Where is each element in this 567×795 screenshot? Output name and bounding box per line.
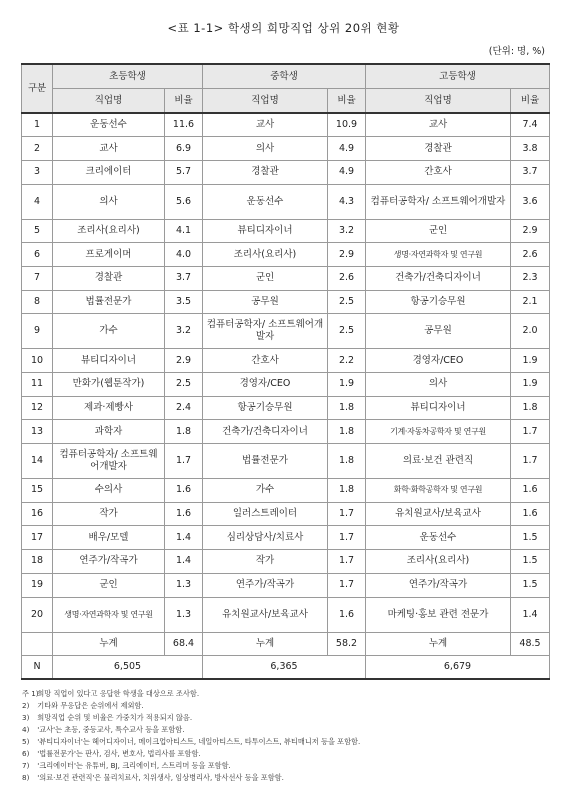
elementary-job-cell: 작가 — [53, 502, 165, 526]
elementary-ratio-cell: 2.5 — [165, 373, 203, 397]
elementary-job-cell: 가수 — [53, 314, 165, 349]
high-ratio-cell: 2.0 — [511, 314, 550, 349]
elementary-ratio-cell: 6.9 — [165, 137, 203, 161]
table-row — [22, 160, 550, 184]
table-row — [22, 479, 550, 503]
middle-ratio-cell: 4.3 — [328, 184, 366, 219]
high-job-cell: 연주가/작곡가 — [366, 573, 511, 597]
total-label-high: 누계 — [366, 632, 511, 656]
high-ratio-cell: 1.4 — [511, 597, 550, 632]
middle-job-cell: 유치원교사/보육교사 — [203, 597, 328, 632]
middle-job-cell: 건축가/건축디자이너 — [203, 420, 328, 444]
table-row — [22, 243, 550, 267]
footnote — [22, 772, 552, 784]
elementary-ratio-cell: 1.6 — [165, 502, 203, 526]
footnote-text: 희망직업 순위 및 비율은 가중치가 적용되지 않음. — [37, 713, 193, 722]
rank-cell: 19 — [22, 573, 53, 597]
high-ratio-cell: 1.5 — [511, 526, 550, 550]
table-row — [22, 396, 550, 420]
elementary-job-cell: 컴퓨터공학자/ 소프트웨어개발자 — [53, 444, 165, 479]
middle-ratio-cell: 1.8 — [328, 420, 366, 444]
high-job-cell: 건축가/건축디자이너 — [366, 266, 511, 290]
elementary-job-cell: 크리에이터 — [53, 160, 165, 184]
middle-ratio-cell: 10.9 — [328, 113, 366, 137]
header-high-ratio: 비율 — [511, 89, 550, 114]
high-job-cell: 항공기승무원 — [366, 290, 511, 314]
footnote-text: '법률전문가'는 판사, 검사, 변호사, 법리사를 포함함. — [37, 749, 201, 758]
career-table — [21, 63, 550, 680]
middle-job-cell: 연주가/작곡가 — [203, 573, 328, 597]
rank-cell: 12 — [22, 396, 53, 420]
high-job-cell: 의료·보건 관련직 — [366, 444, 511, 479]
n-label: N — [22, 656, 53, 680]
elementary-job-cell: 제과·제빵사 — [53, 396, 165, 420]
middle-job-cell: 군인 — [203, 266, 328, 290]
rank-cell: 1 — [22, 113, 53, 137]
middle-job-cell: 운동선수 — [203, 184, 328, 219]
high-job-cell: 경영자/CEO — [366, 349, 511, 373]
header-elementary: 초등학생 — [53, 64, 203, 89]
footnote — [22, 724, 552, 736]
footnote-text: 기타와 무응답은 순위에서 제외함. — [37, 701, 144, 710]
total-label-elementary: 누계 — [53, 632, 165, 656]
high-job-cell: 경찰관 — [366, 137, 511, 161]
high-ratio-cell: 2.9 — [511, 219, 550, 243]
middle-ratio-cell: 1.8 — [328, 396, 366, 420]
rank-cell: 3 — [22, 160, 53, 184]
total-row — [22, 632, 550, 656]
middle-job-cell: 의사 — [203, 137, 328, 161]
elementary-job-cell: 수의사 — [53, 479, 165, 503]
middle-job-cell: 조리사(요리사) — [203, 243, 328, 267]
elementary-job-cell: 운동선수 — [53, 113, 165, 137]
footnote — [22, 760, 552, 772]
elementary-job-cell: 프로게이머 — [53, 243, 165, 267]
middle-ratio-cell: 1.8 — [328, 444, 366, 479]
rank-cell: 18 — [22, 550, 53, 574]
elementary-ratio-cell: 4.1 — [165, 219, 203, 243]
rank-cell: 9 — [22, 314, 53, 349]
high-job-cell: 기계·자동차공학자 및 연구원 — [366, 420, 511, 444]
header-high: 고등학생 — [366, 64, 550, 89]
elementary-job-cell: 생명·자연과학자 및 연구원 — [53, 597, 165, 632]
header-elementary-ratio: 비율 — [165, 89, 203, 114]
elementary-job-cell: 과학자 — [53, 420, 165, 444]
table-row — [22, 184, 550, 219]
footnote-label: 8) — [22, 773, 30, 782]
middle-job-cell: 일러스트레이터 — [203, 502, 328, 526]
high-ratio-cell: 1.7 — [511, 420, 550, 444]
header-middle: 중학생 — [203, 64, 366, 89]
rank-cell: 16 — [22, 502, 53, 526]
table-row — [22, 266, 550, 290]
high-job-cell: 교사 — [366, 113, 511, 137]
rank-cell: 6 — [22, 243, 53, 267]
table-row — [22, 373, 550, 397]
footnote-label: 7) — [22, 761, 30, 770]
middle-job-cell: 컴퓨터공학자/ 소프트웨어개발자 — [203, 314, 328, 349]
footnote — [22, 700, 552, 712]
rank-cell: 8 — [22, 290, 53, 314]
high-ratio-cell: 3.8 — [511, 137, 550, 161]
middle-ratio-cell: 3.2 — [328, 219, 366, 243]
table-row — [22, 219, 550, 243]
high-ratio-cell: 1.6 — [511, 479, 550, 503]
rank-cell: 10 — [22, 349, 53, 373]
middle-ratio-cell: 4.9 — [328, 137, 366, 161]
elementary-ratio-cell: 3.5 — [165, 290, 203, 314]
middle-ratio-cell: 2.5 — [328, 290, 366, 314]
footnote — [22, 748, 552, 760]
middle-job-cell: 간호사 — [203, 349, 328, 373]
rank-cell: 20 — [22, 597, 53, 632]
high-job-cell: 군인 — [366, 219, 511, 243]
elementary-job-cell: 군인 — [53, 573, 165, 597]
middle-job-cell: 공무원 — [203, 290, 328, 314]
header-elementary-job: 직업명 — [53, 89, 165, 114]
high-ratio-cell: 1.9 — [511, 349, 550, 373]
n-high: 6,679 — [366, 656, 550, 680]
rank-cell: 2 — [22, 137, 53, 161]
elementary-job-cell: 법률전문가 — [53, 290, 165, 314]
high-ratio-cell: 1.5 — [511, 550, 550, 574]
middle-ratio-cell: 1.7 — [328, 550, 366, 574]
high-job-cell: 뷰티디자이너 — [366, 396, 511, 420]
elementary-ratio-cell: 11.6 — [165, 113, 203, 137]
table-row — [22, 526, 550, 550]
table-row — [22, 597, 550, 632]
high-job-cell: 의사 — [366, 373, 511, 397]
high-ratio-cell: 7.4 — [511, 113, 550, 137]
rank-cell: 11 — [22, 373, 53, 397]
elementary-ratio-cell: 1.4 — [165, 550, 203, 574]
middle-job-cell: 법률전문가 — [203, 444, 328, 479]
header-gubun: 구분 — [22, 64, 53, 113]
middle-job-cell: 교사 — [203, 113, 328, 137]
total-elementary: 68.4 — [165, 632, 203, 656]
header-middle-ratio: 비율 — [328, 89, 366, 114]
middle-job-cell: 경찰관 — [203, 160, 328, 184]
high-job-cell: 간호사 — [366, 160, 511, 184]
middle-ratio-cell: 2.5 — [328, 314, 366, 349]
elementary-ratio-cell: 5.6 — [165, 184, 203, 219]
high-ratio-cell: 1.5 — [511, 573, 550, 597]
high-ratio-cell: 1.9 — [511, 373, 550, 397]
footnote-label: 4) — [22, 725, 30, 734]
footnote-label: 3) — [22, 713, 30, 722]
footnote-text: 희망 직업이 있다고 응답한 학생을 대상으로 조사함. — [37, 689, 200, 698]
elementary-ratio-cell: 5.7 — [165, 160, 203, 184]
middle-job-cell: 경영자/CEO — [203, 373, 328, 397]
high-ratio-cell: 3.6 — [511, 184, 550, 219]
elementary-ratio-cell: 3.7 — [165, 266, 203, 290]
elementary-job-cell: 연주가/작곡가 — [53, 550, 165, 574]
rank-cell: 7 — [22, 266, 53, 290]
footnote — [22, 736, 552, 748]
table-row — [22, 113, 550, 137]
high-job-cell: 마케팅·홍보 관련 전문가 — [366, 597, 511, 632]
elementary-ratio-cell: 1.8 — [165, 420, 203, 444]
high-job-cell: 조리사(요리사) — [366, 550, 511, 574]
n-elementary: 6,505 — [53, 656, 203, 680]
elementary-ratio-cell: 2.4 — [165, 396, 203, 420]
high-job-cell: 유치원교사/보육교사 — [366, 502, 511, 526]
elementary-job-cell: 의사 — [53, 184, 165, 219]
high-job-cell: 운동선수 — [366, 526, 511, 550]
total-middle: 58.2 — [328, 632, 366, 656]
middle-ratio-cell: 1.8 — [328, 479, 366, 503]
high-ratio-cell: 1.6 — [511, 502, 550, 526]
elementary-ratio-cell: 1.3 — [165, 573, 203, 597]
middle-ratio-cell: 1.7 — [328, 526, 366, 550]
table-row — [22, 137, 550, 161]
rank-cell: 15 — [22, 479, 53, 503]
middle-ratio-cell: 2.2 — [328, 349, 366, 373]
middle-ratio-cell: 1.7 — [328, 502, 366, 526]
middle-ratio-cell: 2.9 — [328, 243, 366, 267]
elementary-job-cell: 만화가(웹툰작가) — [53, 373, 165, 397]
total-label-middle: 누계 — [203, 632, 328, 656]
footnote-text: '크리에이터'는 유튜버, BJ, 크리에이터, 스트리머 등을 포함함. — [37, 761, 231, 770]
footnotes — [22, 688, 552, 784]
elementary-ratio-cell: 1.3 — [165, 597, 203, 632]
high-job-cell: 공무원 — [366, 314, 511, 349]
middle-job-cell: 항공기승무원 — [203, 396, 328, 420]
table-row — [22, 420, 550, 444]
elementary-ratio-cell: 1.7 — [165, 444, 203, 479]
elementary-ratio-cell: 2.9 — [165, 349, 203, 373]
middle-ratio-cell: 1.7 — [328, 573, 366, 597]
total-spacer — [22, 632, 53, 656]
high-ratio-cell: 1.7 — [511, 444, 550, 479]
header-high-job: 직업명 — [366, 89, 511, 114]
footnote-text: '교사'는 초등, 중등교사, 특수교사 등을 포함함. — [37, 725, 185, 734]
total-high: 48.5 — [511, 632, 550, 656]
table-row — [22, 502, 550, 526]
footnote-label: 5) — [22, 737, 30, 746]
n-row — [22, 656, 550, 680]
unit-label: (단위: 명, %) — [488, 46, 545, 57]
footnote-text: '의료·보건 관련직'은 물리치료사, 치위생사, 임상병리사, 방사선사 등을 포함함. — [37, 773, 284, 782]
high-ratio-cell: 2.3 — [511, 266, 550, 290]
footnote-label: 6) — [22, 749, 30, 758]
elementary-ratio-cell: 1.4 — [165, 526, 203, 550]
high-ratio-cell: 2.6 — [511, 243, 550, 267]
high-job-cell: 화학·화학공학자 및 연구원 — [366, 479, 511, 503]
table-row — [22, 349, 550, 373]
header-row-columns — [22, 89, 550, 114]
footnote — [22, 712, 552, 724]
middle-job-cell: 뷰티디자이너 — [203, 219, 328, 243]
rank-cell: 14 — [22, 444, 53, 479]
rank-cell: 13 — [22, 420, 53, 444]
high-ratio-cell: 2.1 — [511, 290, 550, 314]
elementary-ratio-cell: 3.2 — [165, 314, 203, 349]
middle-ratio-cell: 2.6 — [328, 266, 366, 290]
high-ratio-cell: 3.7 — [511, 160, 550, 184]
table-title: <표 1-1> 학생의 희망직업 상위 20위 현황 — [167, 21, 400, 35]
footnote-label: 주 1) — [22, 689, 39, 698]
table-row — [22, 550, 550, 574]
rank-cell: 4 — [22, 184, 53, 219]
middle-ratio-cell: 1.6 — [328, 597, 366, 632]
high-ratio-cell: 1.8 — [511, 396, 550, 420]
table-row — [22, 573, 550, 597]
rank-cell: 5 — [22, 219, 53, 243]
elementary-job-cell: 뷰티디자이너 — [53, 349, 165, 373]
footnote-label: 2) — [22, 701, 30, 710]
table-row — [22, 290, 550, 314]
footnote — [22, 688, 552, 700]
elementary-job-cell: 조리사(요리사) — [53, 219, 165, 243]
n-middle: 6,365 — [203, 656, 366, 680]
header-middle-job: 직업명 — [203, 89, 328, 114]
rank-cell: 17 — [22, 526, 53, 550]
high-job-cell: 생명·자연과학자 및 연구원 — [366, 243, 511, 267]
middle-job-cell: 심리상담사/치료사 — [203, 526, 328, 550]
middle-ratio-cell: 1.9 — [328, 373, 366, 397]
elementary-ratio-cell: 1.6 — [165, 479, 203, 503]
header-row-groups — [22, 64, 550, 89]
high-job-cell: 컴퓨터공학자/ 소프트웨어개발자 — [366, 184, 511, 219]
elementary-job-cell: 배우/모델 — [53, 526, 165, 550]
footnote-text: '뷰티디자이너'는 헤어디자이너, 메이크업아티스트, 네일아티스트, 타투이스트, 뷰티매니저 등을 포함함. — [37, 737, 361, 746]
middle-job-cell: 작가 — [203, 550, 328, 574]
elementary-job-cell: 교사 — [53, 137, 165, 161]
elementary-job-cell: 경찰관 — [53, 266, 165, 290]
table-row — [22, 314, 550, 349]
middle-ratio-cell: 4.9 — [328, 160, 366, 184]
elementary-ratio-cell: 4.0 — [165, 243, 203, 267]
middle-job-cell: 가수 — [203, 479, 328, 503]
table-row — [22, 444, 550, 479]
